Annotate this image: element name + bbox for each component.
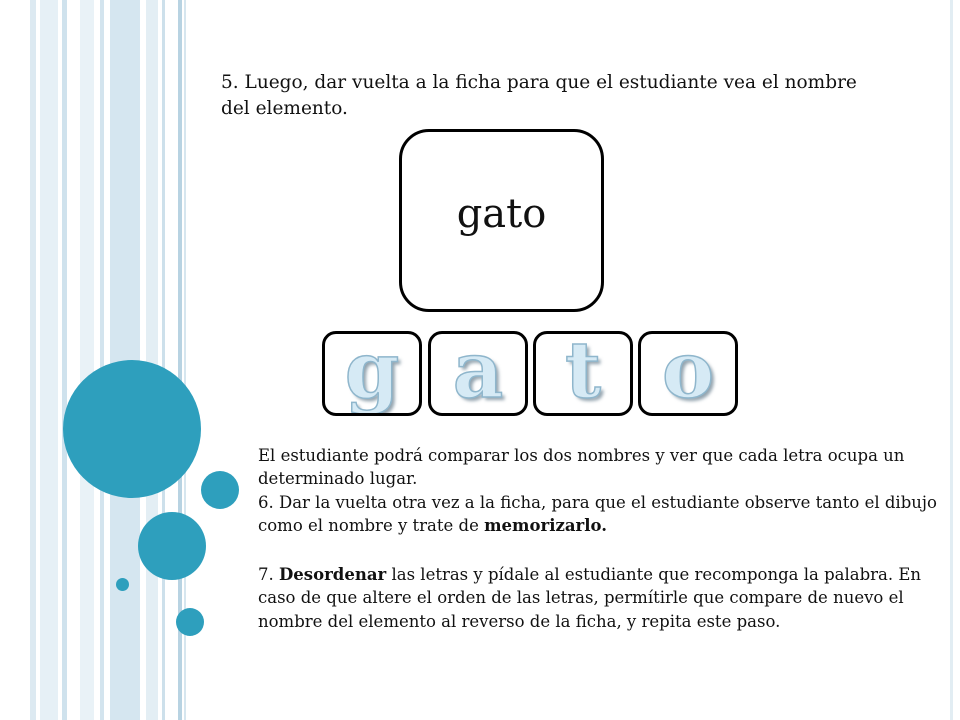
step-7-bold: Desordenar — [279, 565, 387, 584]
word-card — [399, 129, 604, 312]
decorative-stripe — [950, 0, 953, 720]
letter-o: o — [661, 331, 715, 416]
step-6-paragraph — [258, 444, 938, 537]
decorative-stripe — [146, 0, 158, 720]
step-6-text — [258, 491, 938, 538]
decorative-circle — [138, 512, 206, 580]
decorative-circle-small — [116, 578, 129, 591]
letter-tile — [533, 331, 633, 416]
decorative-circle — [201, 471, 239, 509]
step-6-bold: memorizarlo. — [484, 515, 607, 535]
step-7-number: 7. — [258, 565, 279, 584]
compare-text: El estudiante podrá comparar los dos nombres y ver que cada letra ocupa un determinado lugar. — [258, 446, 905, 489]
decorative-stripe — [100, 0, 104, 720]
decorative-stripe — [30, 0, 36, 720]
letter-tile — [322, 331, 422, 416]
letter-t: t — [564, 331, 602, 416]
step-6-body: 6. Dar la vuelta otra vez a la ficha, para que el estudiante observe tanto el dibujo como el nombre y trate de — [258, 492, 937, 535]
step-5-text: 5. Luego, dar vuelta a la ficha para que el estudiante vea el nombre del elemento. — [221, 72, 857, 119]
decorative-circle-large — [63, 360, 201, 498]
card-word: gato — [456, 190, 547, 237]
step-7-body: las letras y pídale al estudiante que recomponga la palabra. En caso de que altere el orden de las letras, permítirle que compare de nuevo el nombre del elemento al reverso de la ficha, y repita este paso. — [258, 565, 922, 631]
decorative-stripe — [40, 0, 58, 720]
decorative-stripe — [80, 0, 94, 720]
letter-a: a — [452, 331, 504, 416]
letter-tile — [428, 331, 528, 416]
decorative-stripe — [62, 0, 67, 720]
letter-tile — [638, 331, 738, 416]
step-7-paragraph — [258, 563, 938, 633]
letter-g: g — [344, 331, 400, 416]
decorative-circle — [176, 608, 204, 636]
decorative-stripe — [162, 0, 165, 720]
